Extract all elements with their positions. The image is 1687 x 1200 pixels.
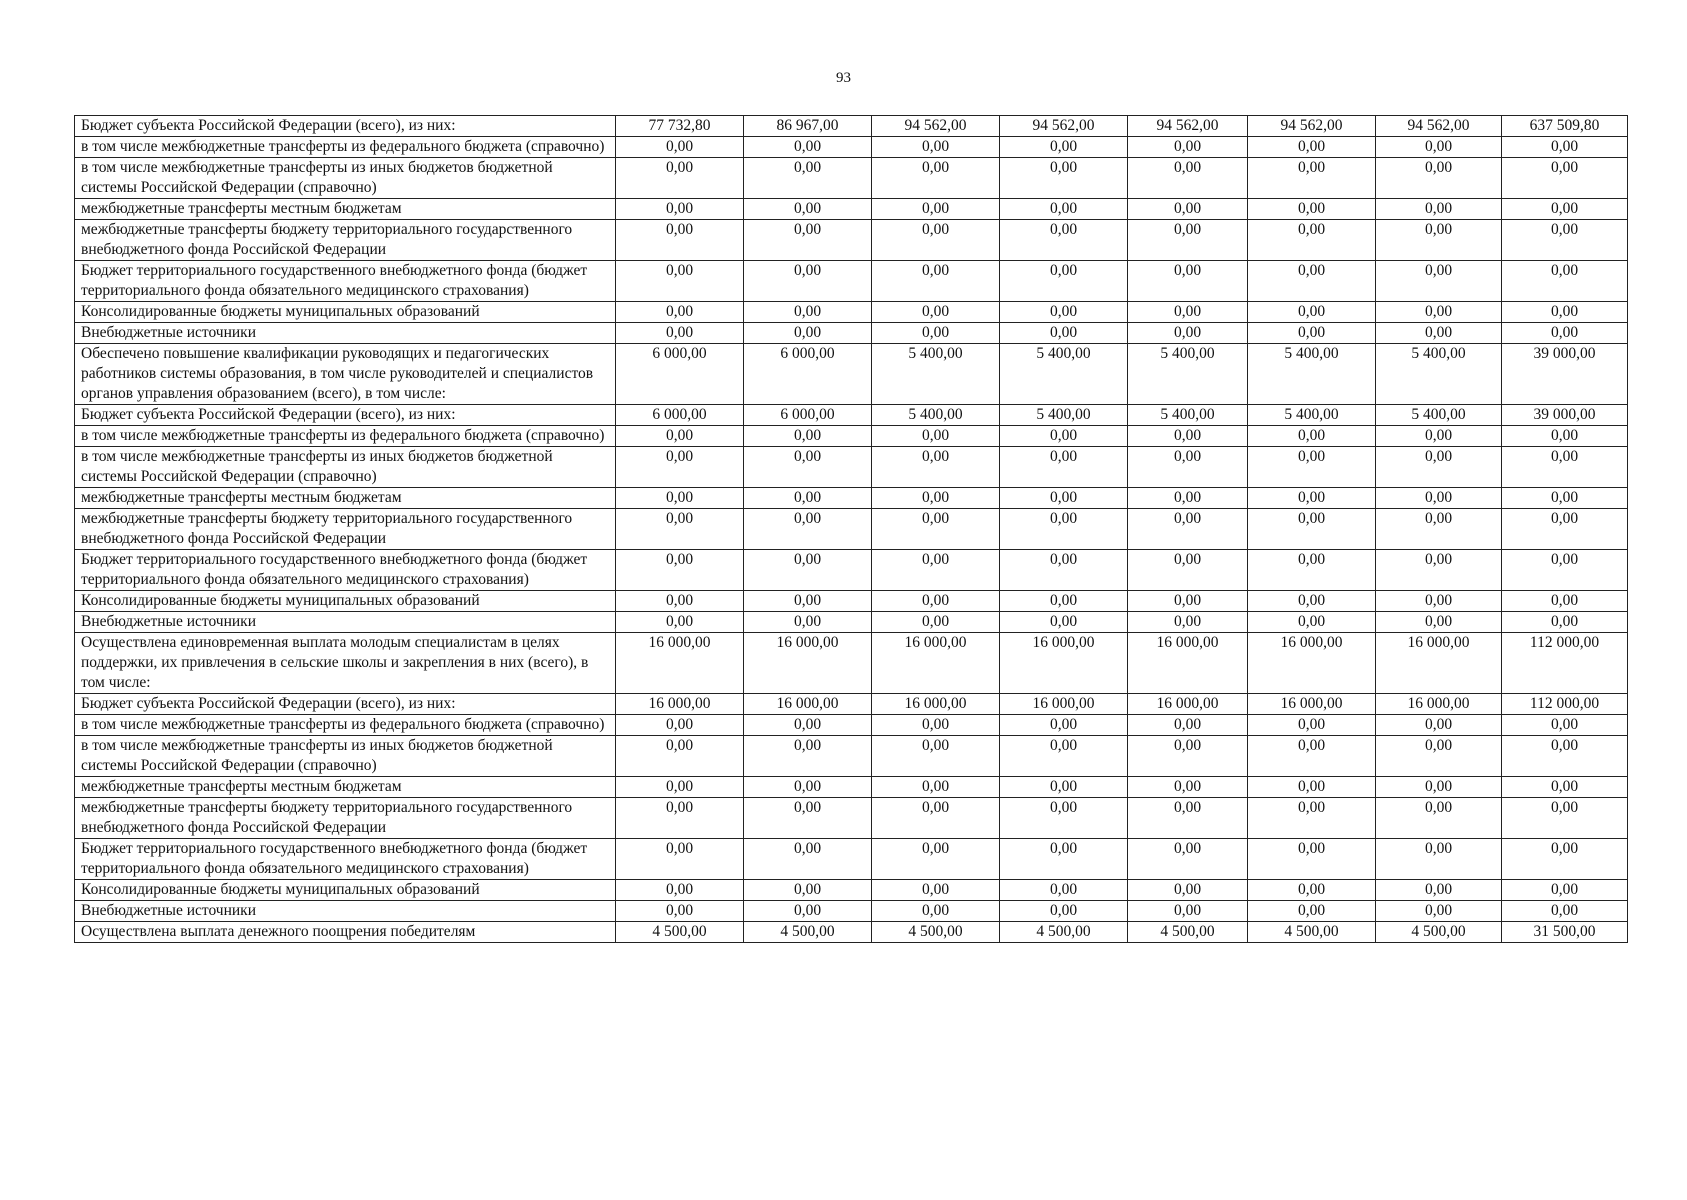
value-cell: 0,00 [744,736,872,777]
table-row [75,137,1628,158]
value-cell: 6 000,00 [616,405,744,426]
value-cell: 0,00 [872,839,1000,880]
value-cell: 16 000,00 [1376,694,1502,715]
value-cell: 0,00 [1128,323,1248,344]
value-cell: 0,00 [744,220,872,261]
value-cell: 39 000,00 [1502,344,1628,405]
row-label: Консолидированные бюджеты муниципальных образований [75,302,616,323]
budget-table-body [75,116,1628,943]
value-cell: 0,00 [744,509,872,550]
value-cell: 16 000,00 [872,694,1000,715]
value-cell: 0,00 [744,715,872,736]
value-cell: 94 562,00 [1000,116,1128,137]
value-cell: 4 500,00 [1000,922,1128,943]
value-cell: 0,00 [1128,447,1248,488]
value-cell: 0,00 [1502,426,1628,447]
value-cell: 0,00 [744,488,872,509]
value-cell: 0,00 [1502,715,1628,736]
value-cell: 0,00 [1000,137,1128,158]
value-cell: 0,00 [1248,736,1376,777]
value-cell: 0,00 [1000,901,1128,922]
value-cell: 0,00 [1128,137,1248,158]
table-row [75,116,1628,137]
value-cell: 0,00 [1502,261,1628,302]
row-label: межбюджетные трансферты местным бюджетам [75,777,616,798]
value-cell: 0,00 [1000,509,1128,550]
value-cell: 0,00 [1128,736,1248,777]
row-label: Осуществлена единовременная выплата молодым специалистам в целях поддержки, их привлечения в сельские школы и закрепления в них (всего), в том числе: [75,633,616,694]
value-cell: 0,00 [1502,488,1628,509]
value-cell: 0,00 [1248,591,1376,612]
value-cell: 0,00 [1248,509,1376,550]
value-cell: 0,00 [1376,447,1502,488]
table-row [75,922,1628,943]
row-label: межбюджетные трансферты бюджету территориального государственного внебюджетного фонда Российской Федерации [75,798,616,839]
value-cell: 0,00 [1128,488,1248,509]
table-row [75,426,1628,447]
value-cell: 0,00 [1376,612,1502,633]
value-cell: 0,00 [1502,880,1628,901]
value-cell: 0,00 [1376,715,1502,736]
value-cell: 6 000,00 [744,344,872,405]
value-cell: 39 000,00 [1502,405,1628,426]
value-cell: 0,00 [616,901,744,922]
value-cell: 0,00 [1128,777,1248,798]
row-label: в том числе межбюджетные трансферты из иных бюджетов бюджетной системы Российской Федерации (справочно) [75,736,616,777]
value-cell: 4 500,00 [744,922,872,943]
value-cell: 0,00 [1376,777,1502,798]
value-cell: 0,00 [616,736,744,777]
row-label: Бюджет территориального государственного внебюджетного фонда (бюджет территориального фонда обязательного медицинского страхования) [75,550,616,591]
value-cell: 0,00 [1248,839,1376,880]
value-cell: 0,00 [872,591,1000,612]
value-cell: 0,00 [1248,901,1376,922]
value-cell: 0,00 [872,261,1000,302]
row-label: Консолидированные бюджеты муниципальных образований [75,591,616,612]
value-cell: 5 400,00 [872,344,1000,405]
value-cell: 0,00 [1128,426,1248,447]
value-cell: 0,00 [1502,447,1628,488]
value-cell: 4 500,00 [1248,922,1376,943]
value-cell: 0,00 [1376,261,1502,302]
table-row [75,220,1628,261]
value-cell: 0,00 [616,715,744,736]
row-label: Внебюджетные источники [75,323,616,344]
value-cell: 0,00 [616,447,744,488]
table-row [75,633,1628,694]
value-cell: 0,00 [744,302,872,323]
value-cell: 0,00 [1248,612,1376,633]
value-cell: 0,00 [1000,550,1128,591]
value-cell: 5 400,00 [1000,405,1128,426]
value-cell: 0,00 [1376,158,1502,199]
value-cell: 0,00 [1000,839,1128,880]
value-cell: 0,00 [872,220,1000,261]
value-cell: 0,00 [1000,302,1128,323]
value-cell: 0,00 [1376,591,1502,612]
value-cell: 0,00 [1376,137,1502,158]
row-label: межбюджетные трансферты местным бюджетам [75,199,616,220]
value-cell: 16 000,00 [1000,694,1128,715]
value-cell: 112 000,00 [1502,694,1628,715]
value-cell: 0,00 [744,777,872,798]
value-cell: 0,00 [1502,199,1628,220]
row-label: межбюджетные трансферты бюджету территориального государственного внебюджетного фонда Российской Федерации [75,509,616,550]
value-cell: 0,00 [616,798,744,839]
value-cell: 6 000,00 [744,405,872,426]
value-cell: 0,00 [1502,736,1628,777]
row-label: в том числе межбюджетные трансферты из иных бюджетов бюджетной системы Российской Федерации (справочно) [75,447,616,488]
value-cell: 0,00 [1000,777,1128,798]
value-cell: 0,00 [1502,901,1628,922]
value-cell: 6 000,00 [616,344,744,405]
value-cell: 0,00 [744,901,872,922]
table-row [75,323,1628,344]
value-cell: 0,00 [616,488,744,509]
value-cell: 0,00 [1000,591,1128,612]
value-cell: 0,00 [1376,220,1502,261]
row-label: в том числе межбюджетные трансферты из иных бюджетов бюджетной системы Российской Федерации (справочно) [75,158,616,199]
value-cell: 0,00 [744,426,872,447]
table-row [75,591,1628,612]
table-row [75,405,1628,426]
value-cell: 0,00 [1000,880,1128,901]
table-row [75,509,1628,550]
value-cell: 94 562,00 [1376,116,1502,137]
table-row [75,736,1628,777]
table-row [75,798,1628,839]
value-cell: 0,00 [1128,550,1248,591]
value-cell: 0,00 [1502,777,1628,798]
value-cell: 16 000,00 [1248,694,1376,715]
value-cell: 77 732,80 [616,116,744,137]
value-cell: 0,00 [872,736,1000,777]
value-cell: 0,00 [872,798,1000,839]
value-cell: 0,00 [872,426,1000,447]
value-cell: 0,00 [1376,323,1502,344]
value-cell: 0,00 [1502,591,1628,612]
value-cell: 0,00 [1502,137,1628,158]
value-cell: 0,00 [1000,612,1128,633]
value-cell: 0,00 [872,199,1000,220]
value-cell: 0,00 [1376,509,1502,550]
value-cell: 0,00 [1248,426,1376,447]
value-cell: 4 500,00 [872,922,1000,943]
value-cell: 0,00 [1248,261,1376,302]
table-row [75,612,1628,633]
value-cell: 0,00 [616,777,744,798]
value-cell: 0,00 [1376,798,1502,839]
value-cell: 0,00 [1376,901,1502,922]
value-cell: 0,00 [1128,220,1248,261]
value-cell: 0,00 [1248,880,1376,901]
row-label: Бюджет территориального государственного внебюджетного фонда (бюджет территориального фонда обязательного медицинского страхования) [75,839,616,880]
table-row [75,694,1628,715]
value-cell: 0,00 [1248,777,1376,798]
value-cell: 0,00 [744,158,872,199]
value-cell: 0,00 [1128,798,1248,839]
value-cell: 0,00 [616,550,744,591]
value-cell: 0,00 [1248,323,1376,344]
value-cell: 0,00 [1376,736,1502,777]
value-cell: 0,00 [872,550,1000,591]
value-cell: 0,00 [1128,509,1248,550]
value-cell: 0,00 [1502,323,1628,344]
row-label: в том числе межбюджетные трансферты из федерального бюджета (справочно) [75,715,616,736]
value-cell: 0,00 [616,880,744,901]
table-row [75,550,1628,591]
value-cell: 0,00 [1502,839,1628,880]
value-cell: 0,00 [1248,137,1376,158]
value-cell: 4 500,00 [616,922,744,943]
table-row [75,901,1628,922]
value-cell: 16 000,00 [1128,633,1248,694]
value-cell: 0,00 [744,798,872,839]
table-row [75,488,1628,509]
value-cell: 5 400,00 [1128,405,1248,426]
value-cell: 86 967,00 [744,116,872,137]
value-cell: 0,00 [1128,612,1248,633]
value-cell: 0,00 [616,137,744,158]
table-row [75,839,1628,880]
value-cell: 0,00 [1128,302,1248,323]
value-cell: 0,00 [744,261,872,302]
value-cell: 0,00 [1128,199,1248,220]
value-cell: 5 400,00 [1376,344,1502,405]
value-cell: 0,00 [744,137,872,158]
value-cell: 0,00 [1128,591,1248,612]
value-cell: 94 562,00 [1248,116,1376,137]
table-row [75,777,1628,798]
value-cell: 5 400,00 [1128,344,1248,405]
value-cell: 0,00 [1248,798,1376,839]
table-row [75,261,1628,302]
value-cell: 0,00 [1502,158,1628,199]
value-cell: 0,00 [1376,488,1502,509]
table-row [75,344,1628,405]
value-cell: 5 400,00 [1248,344,1376,405]
value-cell: 0,00 [744,591,872,612]
value-cell: 0,00 [616,591,744,612]
value-cell: 0,00 [1000,199,1128,220]
value-cell: 0,00 [1000,488,1128,509]
table-row [75,880,1628,901]
value-cell: 0,00 [1376,839,1502,880]
row-label: межбюджетные трансферты местным бюджетам [75,488,616,509]
value-cell: 0,00 [872,302,1000,323]
value-cell: 16 000,00 [872,633,1000,694]
value-cell: 0,00 [1248,158,1376,199]
table-row [75,447,1628,488]
value-cell: 0,00 [872,488,1000,509]
row-label: Обеспечено повышение квалификации руководящих и педагогических работников системы образования, в том числе руководителей и специалистов органов управления образованием (всего), в том числе: [75,344,616,405]
value-cell: 0,00 [616,199,744,220]
value-cell: 0,00 [872,323,1000,344]
value-cell: 0,00 [1248,715,1376,736]
value-cell: 0,00 [616,323,744,344]
value-cell: 5 400,00 [872,405,1000,426]
value-cell: 0,00 [1128,880,1248,901]
value-cell: 0,00 [1128,261,1248,302]
value-cell: 0,00 [1502,302,1628,323]
row-label: в том числе межбюджетные трансферты из федерального бюджета (справочно) [75,426,616,447]
value-cell: 16 000,00 [616,694,744,715]
value-cell: 0,00 [1248,302,1376,323]
value-cell: 0,00 [872,901,1000,922]
value-cell: 0,00 [1000,447,1128,488]
value-cell: 0,00 [616,158,744,199]
value-cell: 0,00 [616,612,744,633]
row-label: Бюджет субъекта Российской Федерации (всего), из них: [75,405,616,426]
value-cell: 112 000,00 [1502,633,1628,694]
value-cell: 0,00 [616,302,744,323]
value-cell: 0,00 [1000,220,1128,261]
value-cell: 0,00 [872,612,1000,633]
value-cell: 16 000,00 [1248,633,1376,694]
value-cell: 0,00 [1000,736,1128,777]
value-cell: 0,00 [1376,426,1502,447]
value-cell: 0,00 [872,777,1000,798]
value-cell: 0,00 [1376,302,1502,323]
value-cell: 0,00 [1502,220,1628,261]
value-cell: 0,00 [616,839,744,880]
row-label: Бюджет субъекта Российской Федерации (всего), из них: [75,116,616,137]
value-cell: 16 000,00 [616,633,744,694]
value-cell: 16 000,00 [1128,694,1248,715]
value-cell: 0,00 [744,199,872,220]
value-cell: 0,00 [872,880,1000,901]
value-cell: 0,00 [1502,550,1628,591]
row-label: Консолидированные бюджеты муниципальных образований [75,880,616,901]
value-cell: 94 562,00 [1128,116,1248,137]
value-cell: 0,00 [872,137,1000,158]
value-cell: 0,00 [872,447,1000,488]
table-row [75,158,1628,199]
value-cell: 0,00 [1000,158,1128,199]
value-cell: 0,00 [1000,798,1128,839]
value-cell: 0,00 [1248,199,1376,220]
value-cell: 0,00 [744,880,872,901]
value-cell: 0,00 [1502,798,1628,839]
value-cell: 0,00 [1248,220,1376,261]
value-cell: 0,00 [872,715,1000,736]
value-cell: 0,00 [616,426,744,447]
value-cell: 0,00 [1000,323,1128,344]
value-cell: 0,00 [1502,509,1628,550]
value-cell: 0,00 [616,509,744,550]
value-cell: 0,00 [1128,901,1248,922]
table-row [75,199,1628,220]
value-cell: 0,00 [744,550,872,591]
page-number: 93 [836,70,851,86]
value-cell: 4 500,00 [1128,922,1248,943]
value-cell: 0,00 [744,323,872,344]
value-cell: 16 000,00 [744,694,872,715]
value-cell: 0,00 [1376,550,1502,591]
value-cell: 0,00 [616,261,744,302]
value-cell: 0,00 [1376,199,1502,220]
budget-table [74,115,1628,943]
row-label: Бюджет субъекта Российской Федерации (всего), из них: [75,694,616,715]
value-cell: 637 509,80 [1502,116,1628,137]
table-row [75,302,1628,323]
value-cell: 31 500,00 [1502,922,1628,943]
value-cell: 0,00 [1248,488,1376,509]
row-label: Внебюджетные источники [75,901,616,922]
value-cell: 0,00 [1000,261,1128,302]
row-label: Осуществлена выплата денежного поощрения победителям [75,922,616,943]
value-cell: 0,00 [1248,550,1376,591]
value-cell: 0,00 [872,509,1000,550]
row-label: в том числе межбюджетные трансферты из федерального бюджета (справочно) [75,137,616,158]
value-cell: 0,00 [872,158,1000,199]
value-cell: 0,00 [1248,447,1376,488]
value-cell: 16 000,00 [1376,633,1502,694]
table-row [75,715,1628,736]
value-cell: 16 000,00 [744,633,872,694]
value-cell: 0,00 [1128,839,1248,880]
value-cell: 0,00 [1128,715,1248,736]
value-cell: 0,00 [744,839,872,880]
value-cell: 0,00 [1000,426,1128,447]
value-cell: 0,00 [1502,612,1628,633]
value-cell: 94 562,00 [872,116,1000,137]
value-cell: 5 400,00 [1248,405,1376,426]
value-cell: 4 500,00 [1376,922,1502,943]
value-cell: 0,00 [744,447,872,488]
value-cell: 0,00 [1376,880,1502,901]
value-cell: 0,00 [1000,715,1128,736]
value-cell: 5 400,00 [1000,344,1128,405]
row-label: межбюджетные трансферты бюджету территориального государственного внебюджетного фонда Российской Федерации [75,220,616,261]
value-cell: 5 400,00 [1376,405,1502,426]
value-cell: 0,00 [744,612,872,633]
row-label: Бюджет территориального государственного внебюджетного фонда (бюджет территориального фонда обязательного медицинского страхования) [75,261,616,302]
row-label: Внебюджетные источники [75,612,616,633]
value-cell: 16 000,00 [1000,633,1128,694]
value-cell: 0,00 [616,220,744,261]
value-cell: 0,00 [1128,158,1248,199]
